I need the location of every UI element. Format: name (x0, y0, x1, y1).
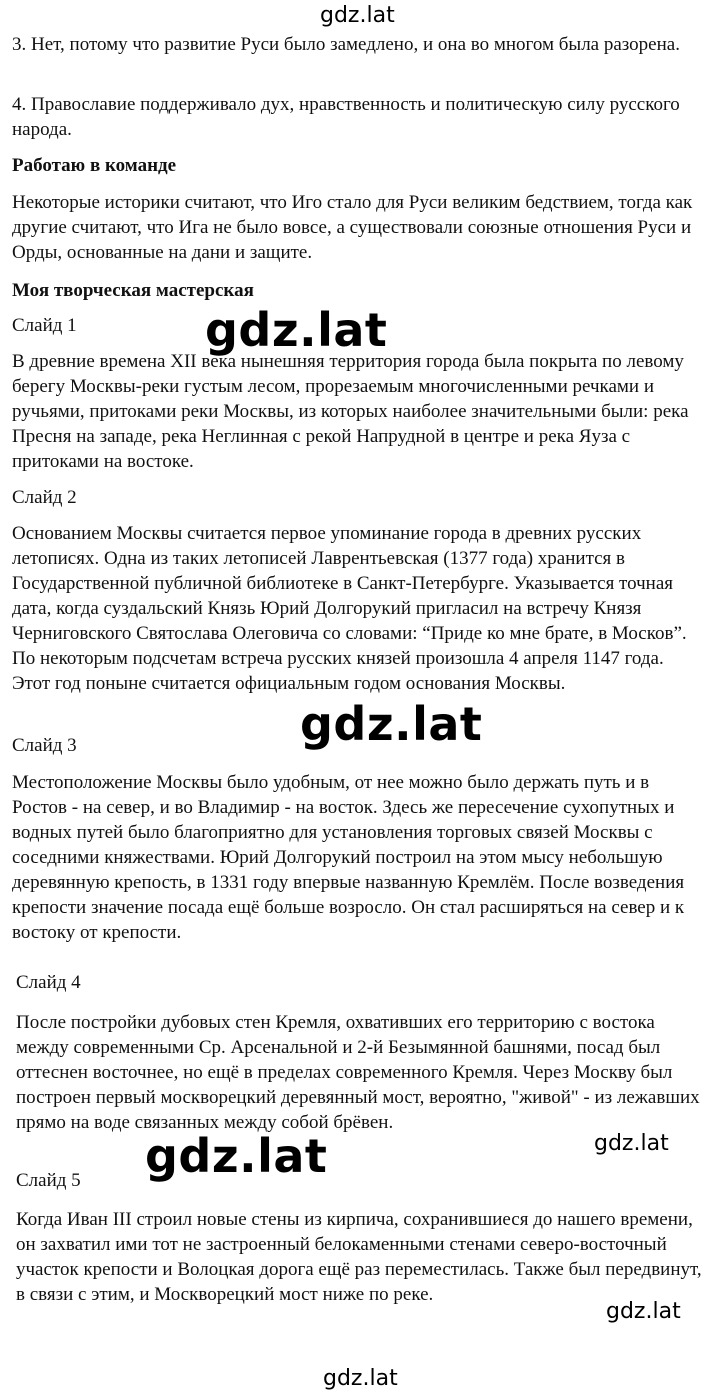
watermark-right-1: gdz.lat (594, 1131, 669, 1156)
slide-5-label: Слайд 5 (16, 1170, 81, 1191)
slide-1-label: Слайд 1 (12, 315, 77, 336)
slide-5-text: Когда Иван III строил новые стены из кирпича, сохранившиеся до нашего времени, он захватил ими тот не застроенный белокаменными стенами северо-восточный участок крепости и Волоцкая дорога ещё раз переместилась. Также был передвинут, в связи с этим, и Москворецкий мост ниже по реке. (16, 1209, 702, 1305)
slide-3-label: Слайд 3 (12, 735, 77, 756)
watermark-top: gdz.lat (320, 3, 395, 28)
slide-2-text: Основанием Москвы считается первое упоминание города в древних русских летописях. Одна из таких летописей Лаврентьевская (1377 года) хранится в Государственной публичной библиотеке в Санкт-Петербурге. Указывается точная дата, когда суздальский Князь Юрий Долгорукий пригласил на встречу Князя Черниговского Святослава Олеговича со словами: “Приде ко мне брате, в Москов”. По некоторым подсчетам встреча русских князей произошла 4 апреля 1147 года. Этот год поныне считается официальным годом основания Москвы. (12, 523, 687, 694)
watermark-bottom: gdz.lat (323, 1366, 398, 1391)
slide-3-text: Местоположение Москвы было удобным, от нее можно было держать путь и в Ростов - на север, и во Владимир - на восток. Здесь же пересечение сухопутных и водных путей было благоприятно для установления торговых связей Москвы с соседними княжествами. Юрий Долгорукий построил на этом мысу небольшую деревянную крепость, в 1331 году впервые названную Кремлём. После возведения крепости значение посада ещё больше возросло. Он стал расширяться на север и к востоку от крепости. (12, 772, 685, 943)
answer-4: 4. Православие поддерживало дух, нравственность и политическую силу русского народа. (12, 94, 680, 140)
watermark-large-2: gdz.lat (300, 697, 483, 751)
workshop-section-heading: Моя творческая мастерская (12, 280, 254, 301)
slide-4-text: После постройки дубовых стен Кремля, охвативших его территорию с востока между современными Ср. Арсенальной и 2-й Безымянной башнями, посад был оттеснен восточнее, но ещё в пределах современного Кремля. Через Москву был построен первый москворецкий деревянный мост, вероятно, "живой" - из лежавших прямо на воде связанных между собой брёвен. (16, 1012, 700, 1133)
slide-4-label: Слайд 4 (16, 972, 81, 993)
watermark-large-1: gdz.lat (205, 303, 388, 357)
watermark-large-3: gdz.lat (145, 1129, 328, 1183)
team-section-text: Некоторые историки считают, что Иго стало для Руси великим бедствием, тогда как другие считают, что Ига не было вовсе, а существовали союзные отношения Руси и Орды, основанные на дани и защите. (12, 192, 693, 263)
answer-3: 3. Нет, потому что развитие Руси было замедлено, и она во многом была разорена. (12, 34, 680, 55)
watermark-right-2: gdz.lat (606, 1299, 681, 1324)
slide-2-label: Слайд 2 (12, 487, 77, 508)
slide-1-text: В древние времена XII века нынешняя территория города была покрыта по левому берегу Москвы-реки густым лесом, прорезаемым многочисленными речками и ручьями, притоками реки Москвы, из которых наиболее значительными были: река Пресня на западе, река Неглинная с рекой Напрудной в центре и река Яуза с притоками на востоке. (12, 351, 689, 472)
team-section-heading: Работаю в команде (12, 155, 177, 176)
